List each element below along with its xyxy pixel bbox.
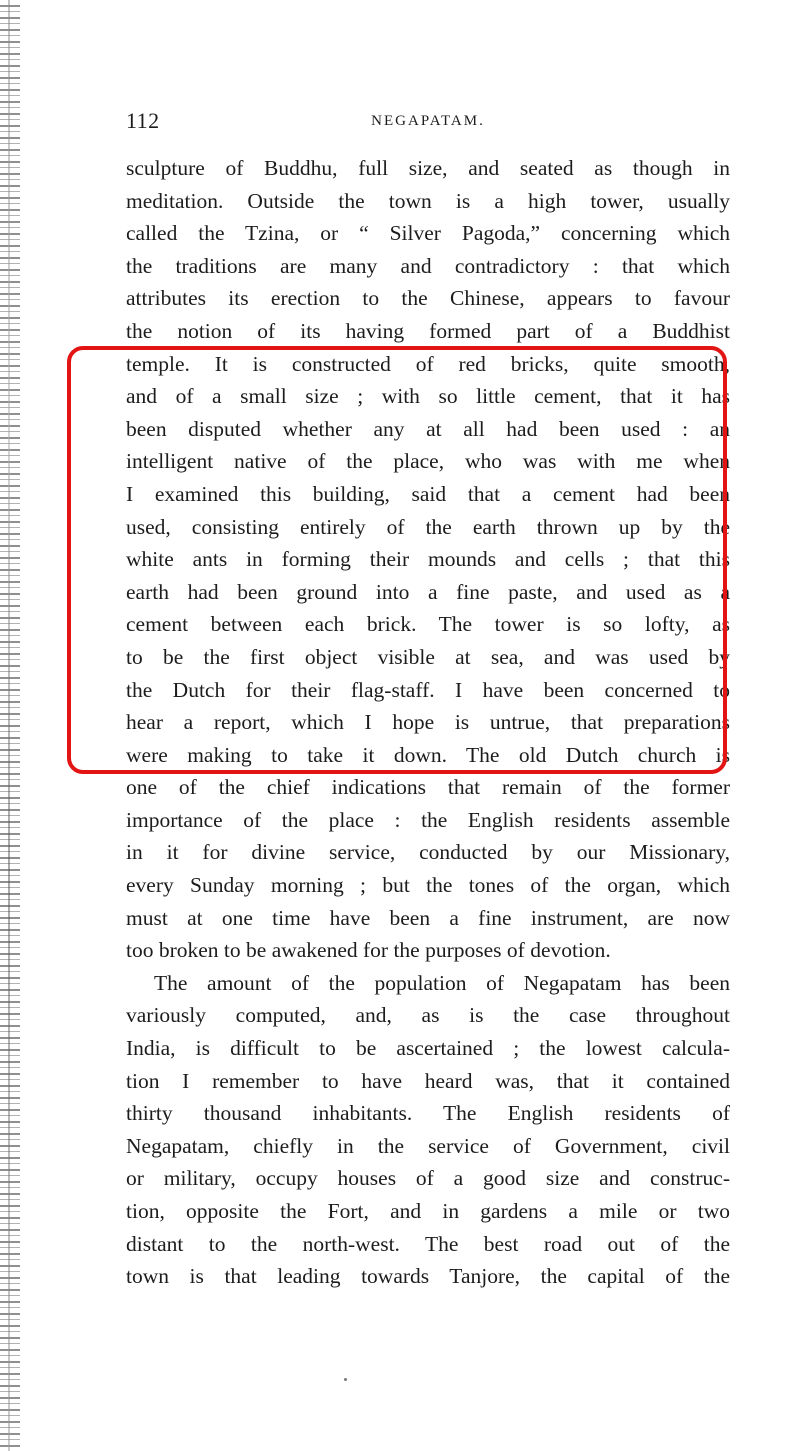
text-line: distant to the north-west. The best road out of the [126,1231,730,1256]
text-line: importance of the place : the English residents assemble [126,807,730,832]
scan-speck [344,1378,347,1381]
text-line: variously computed, and, as is the case throughout [126,1003,730,1028]
page-gutter-scan-edge [0,0,20,1451]
text-line: thirty thousand inhabitants. The English residents of [126,1101,730,1126]
running-head: NEGAPATAM. [371,113,485,129]
text-line: the Dutch for their flag-staff. I have been concerned to [126,677,730,702]
text-line: the traditions are many and contradictory : that which [126,253,730,278]
text-line: used, consisting entirely of the earth thrown up by the [126,514,730,539]
text-line: hear a report, which I hope is untrue, that preparations [126,710,730,735]
text-line: white ants in forming their mounds and cells ; that this [126,547,730,572]
text-line: must at one time have been a fine instrument, are now [126,905,730,930]
text-line: called the Tzina, or “ Silver Pagoda,” concerning which [126,221,730,246]
body-text [126,152,730,1293]
text-line: and of a small size ; with so little cement, that it has [126,384,730,409]
text-line: cement between each brick. The tower is so lofty, as [126,612,730,637]
text-line: meditation. Outside the town is a high tower, usually [126,188,730,213]
text-line: were making to take it down. The old Dutch church is [126,742,730,767]
text-line: intelligent native of the place, who was with me when [126,449,730,474]
page-header [126,108,730,140]
text-line: or military, occupy houses of a good size and construc- [126,1166,730,1191]
text-line: one of the chief indications that remain of the former [126,775,730,800]
paragraph-end-line: too broken to be awakened for the purposes of devotion. [126,938,611,963]
text-line: I examined this building, said that a cement had been [126,481,730,506]
text-line: Negapatam, chiefly in the service of Government, civil [126,1133,730,1158]
text-line: tion I remember to have heard was, that it contained [126,1068,730,1093]
text-line: the notion of its having formed part of a Buddhist [126,318,730,343]
text-line: in it for divine service, conducted by our Missionary, [126,840,730,865]
text-line: India, is difficult to be ascertained ; the lowest calcula- [126,1036,730,1061]
gutter-binding-line [8,0,10,1451]
page-number: 112 [126,108,160,133]
text-line: town is that leading towards Tanjore, the capital of the [126,1264,730,1289]
text-line: to be the first object visible at sea, and was used by [126,644,730,669]
text-line: sculpture of Buddhu, full size, and seated as though in [126,156,730,180]
text-line: been disputed whether any at all had been used : an [126,416,730,441]
text-line: temple. It is constructed of red bricks, quite smooth, [126,351,730,376]
text-line: tion, opposite the Fort, and in gardens a mile or two [126,1199,730,1223]
paragraph-start-line: The amount of the population of Negapatam has been [154,970,730,995]
text-line: earth had been ground into a fine paste, and used as a [126,579,730,604]
text-line: attributes its erection to the Chinese, appears to favour [126,286,730,311]
text-line: every Sunday morning ; but the tones of the organ, which [126,873,730,898]
